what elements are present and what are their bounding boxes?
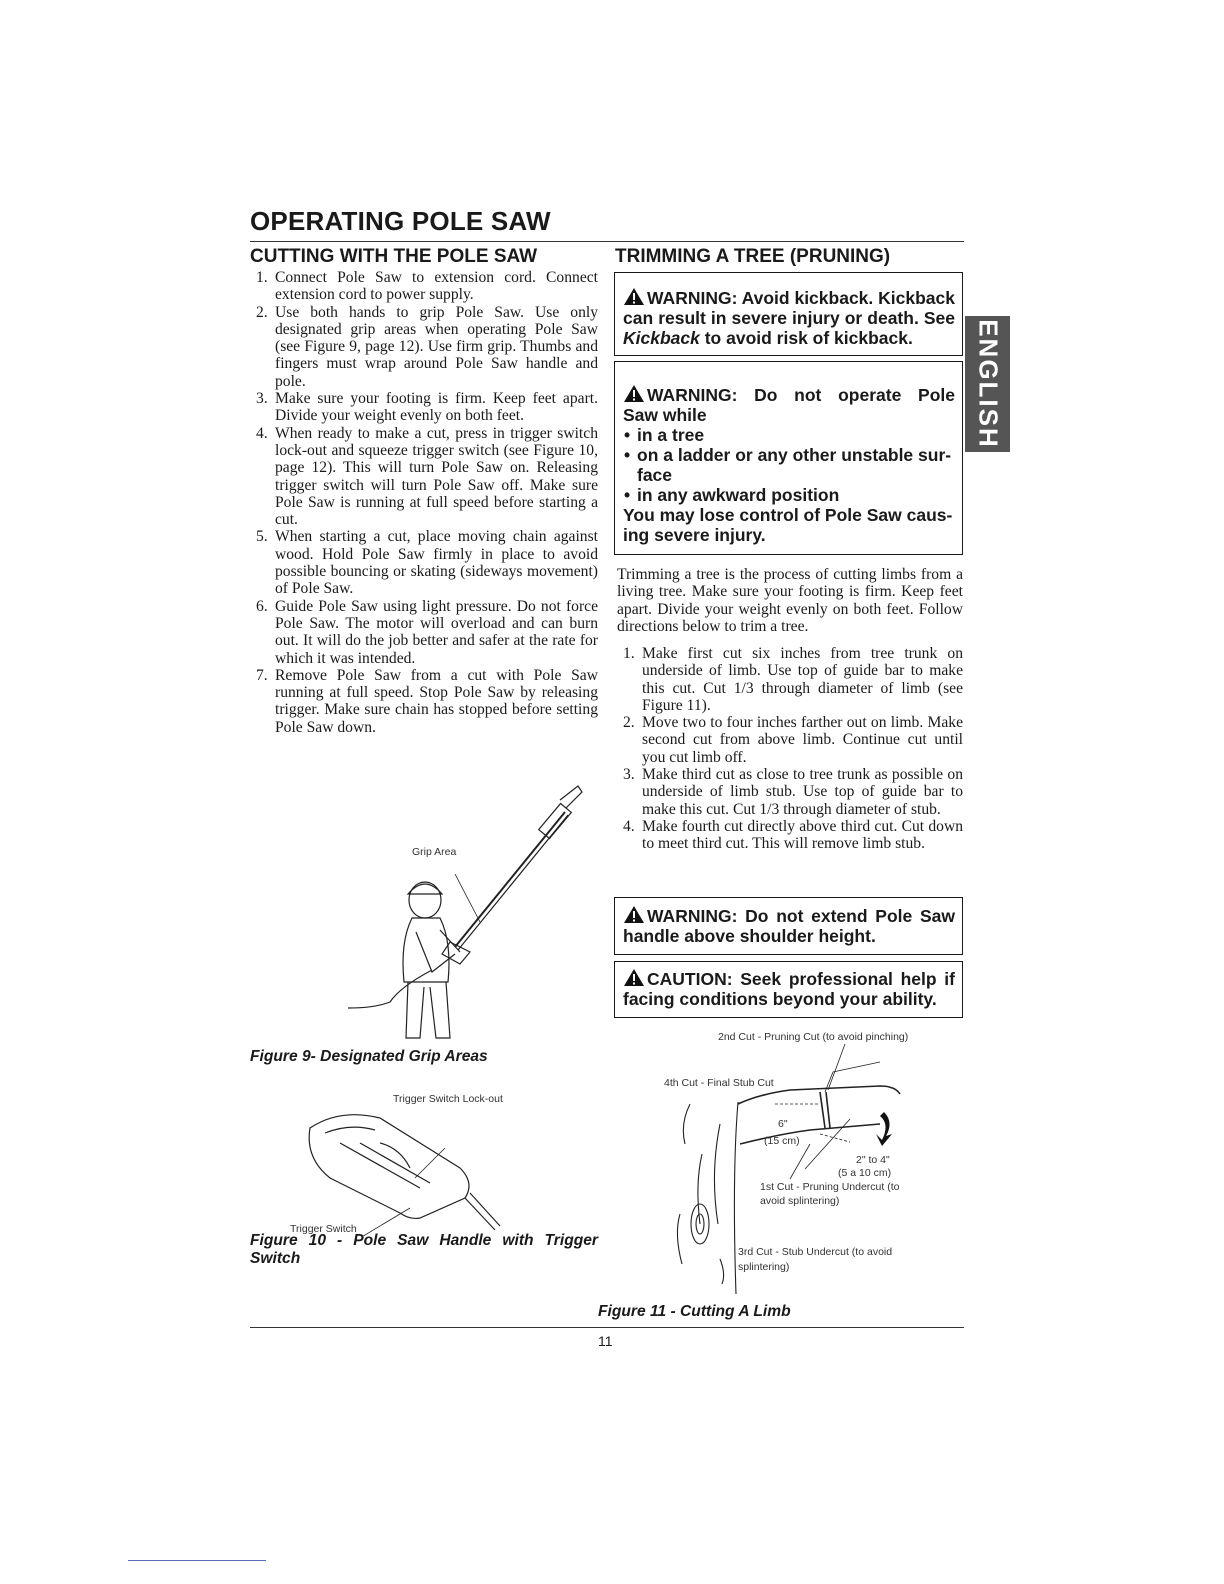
warning-text: WARNING: Do not operate Pole bbox=[647, 385, 955, 405]
warning-shoulder-height-box bbox=[614, 897, 963, 955]
warning-bullet-continued: face bbox=[637, 465, 673, 485]
list-item bbox=[617, 818, 963, 853]
list-item bbox=[250, 598, 598, 667]
step-number: 5. bbox=[256, 528, 268, 546]
step-text: Use both hands to grip Pole Saw. Use only designated grip areas when operating Pole Saw (see Figure 9, page 12). Use firm grip. Thumbs and fingers must wrap around Pole Saw handle and pole. bbox=[275, 303, 598, 390]
warning-text: ing severe injury. bbox=[623, 525, 766, 545]
trimming-intro-paragraph: Trimming a tree is the process of cutting limbs from a living tree. Make sure your footing is firm. Keep feet apart. Divide your weight evenly on both feet. Follow directions below to trim a tree. bbox=[617, 566, 963, 635]
list-item bbox=[250, 528, 598, 597]
step-text: Make third cut as close to tree trunk as possible on underside of limb stub. Use top of guide bar to make this cut. Cut 1/3 through diameter of stub. bbox=[642, 766, 963, 818]
step-number: 1. bbox=[256, 269, 268, 286]
step-number: 3. bbox=[256, 390, 268, 408]
warning-text: handle above shoulder height. bbox=[623, 926, 876, 946]
step-number: 4. bbox=[623, 817, 635, 835]
footer-link-underline bbox=[128, 1560, 266, 1561]
step-text: Make first cut six inches from tree trunk on underside of limb. Use top of guide bar to make this cut. Cut 1/3 through diameter of limb (see Figure 11). bbox=[642, 645, 963, 714]
trigger-switch-label: Trigger Switch bbox=[290, 1223, 357, 1235]
warning-text: to avoid risk of kickback. bbox=[699, 328, 913, 348]
warning-text: Saw while bbox=[623, 405, 707, 425]
trigger-switch-illustration bbox=[270, 1088, 550, 1236]
cut-2-label: 2nd Cut - Pruning Cut (to avoid pinching) bbox=[718, 1031, 909, 1043]
warning-bullet: • in any awkward position bbox=[623, 485, 955, 505]
list-item bbox=[617, 714, 963, 766]
page-title: OPERATING POLE SAW bbox=[250, 206, 551, 236]
section-heading-trimming: TRIMMING A TREE (PRUNING) bbox=[615, 246, 891, 267]
figure-11-cutting-limb bbox=[640, 1024, 960, 1309]
step-number: 4. bbox=[256, 424, 268, 442]
warning-triangle-icon bbox=[623, 905, 645, 924]
list-item bbox=[250, 667, 598, 736]
step-text: Make fourth cut directly above third cut. Cut down to meet third cut. This will remove limb stub. bbox=[642, 817, 963, 853]
figure-10-trigger-switch bbox=[270, 1088, 550, 1241]
language-tab-label: ENGLISH bbox=[973, 319, 1003, 449]
trigger-lockout-label: Trigger Switch Lock-out bbox=[393, 1093, 503, 1105]
step-number: 1. bbox=[623, 645, 635, 662]
list-item bbox=[250, 390, 598, 425]
cut-1-label-continued: avoid splintering) bbox=[760, 1195, 840, 1207]
step-number: 2. bbox=[256, 303, 268, 321]
step-text: Guide Pole Saw using light pressure. Do not force Pole Saw. The motor will overload and can burn out. It will do the job better and safer at the rate for which it was intended. bbox=[275, 597, 598, 667]
kickback-reference: Kickback bbox=[623, 328, 700, 348]
step-number: 3. bbox=[623, 766, 635, 784]
down-arrow-icon bbox=[876, 1112, 892, 1146]
step-text: When starting a cut, place moving chain against wood. Hold Pole Saw firmly in place to avoid possible bouncing or skating (sideways movement) of Pole Saw. bbox=[275, 528, 598, 598]
step-number: 7. bbox=[256, 666, 268, 684]
figure-10-caption-continued: Switch bbox=[250, 1250, 301, 1267]
step-text: Remove Pole Saw from a cut with Pole Saw running at full speed. Stop Pole Saw by releasing trigger. Make sure chain has stopped before setting Pole Saw down. bbox=[275, 666, 598, 736]
grip-area-label: Grip Area bbox=[412, 846, 457, 858]
language-tab-english bbox=[965, 316, 1010, 452]
fifteen-cm-label: (15 cm) bbox=[764, 1135, 800, 1147]
warning-text: You may lose control of Pole Saw caus- bbox=[623, 505, 953, 525]
list-item bbox=[617, 645, 963, 714]
step-number: 2. bbox=[623, 714, 635, 732]
step-text: Make sure your footing is firm. Keep feet apart. Divide your weight evenly on both feet. bbox=[275, 390, 598, 425]
cut-4-label: 4th Cut - Final Stub Cut bbox=[664, 1077, 774, 1089]
warning-text: WARNING: Avoid kickback. Kickback bbox=[647, 288, 955, 308]
figure-10-caption: Figure 10 - Pole Saw Handle with Trigger bbox=[250, 1232, 598, 1249]
figure-11-caption: Figure 11 - Cutting A Limb bbox=[598, 1303, 791, 1320]
warning-bullet: • on a ladder or any other unstable sur- bbox=[623, 445, 955, 465]
cut-3-label-continued: splintering) bbox=[738, 1261, 790, 1273]
caution-text: facing conditions beyond your ability. bbox=[623, 989, 937, 1009]
page-number: 11 bbox=[598, 1333, 613, 1349]
warning-triangle-icon bbox=[623, 287, 645, 306]
warning-triangle-icon bbox=[623, 384, 645, 403]
warning-do-not-operate-box bbox=[614, 361, 963, 555]
limb-cutting-diagram bbox=[640, 1024, 960, 1304]
grip-area-illustration bbox=[320, 782, 590, 1044]
step-text: When ready to make a cut, press in trigger switch lock-out and squeeze trigger switch (see Figure 10, page 12). This will turn Pole Saw on. Releasing trigger switch will turn Pole Saw off. Make sure Pole Saw is running at full speed before starting a cut. bbox=[275, 424, 598, 529]
cut-3-label: 3rd Cut - Stub Undercut (to avoid bbox=[738, 1246, 893, 1258]
warning-text: WARNING: Do not extend Pole Saw bbox=[647, 906, 955, 926]
warning-kickback-box bbox=[614, 272, 963, 356]
step-number: 6. bbox=[256, 597, 268, 615]
two-to-four-inch-label: 2" to 4" bbox=[856, 1154, 890, 1166]
list-item bbox=[250, 304, 598, 390]
warning-triangle-icon bbox=[623, 968, 645, 987]
six-inch-label: 6" bbox=[778, 1118, 788, 1130]
title-divider bbox=[250, 241, 964, 242]
trimming-steps-list bbox=[617, 645, 963, 853]
step-text: Move two to four inches farther out on limb. Make second cut from above limb. Continue cut until you cut limb off. bbox=[642, 714, 963, 766]
cut-1-label: 1st Cut - Pruning Undercut (to bbox=[760, 1181, 900, 1193]
figure-9-grip-areas bbox=[320, 782, 590, 1049]
section-heading-cutting: CUTTING WITH THE POLE SAW bbox=[250, 246, 538, 267]
warning-text: can result in severe injury or death. See bbox=[623, 308, 955, 328]
list-item bbox=[250, 269, 598, 304]
caution-text: CAUTION: Seek professional help if bbox=[647, 969, 955, 989]
warning-bullet: • in a tree bbox=[623, 425, 955, 445]
figure-9-caption: Figure 9- Designated Grip Areas bbox=[250, 1048, 488, 1065]
list-item bbox=[250, 425, 598, 529]
caution-professional-help-box bbox=[614, 961, 963, 1018]
five-to-ten-cm-label: (5 a 10 cm) bbox=[838, 1167, 892, 1179]
cutting-steps-list bbox=[250, 269, 598, 736]
step-text: Connect Pole Saw to extension cord. Connect extension cord to power supply. bbox=[275, 269, 598, 304]
list-item bbox=[617, 766, 963, 818]
footer-divider bbox=[250, 1327, 964, 1328]
